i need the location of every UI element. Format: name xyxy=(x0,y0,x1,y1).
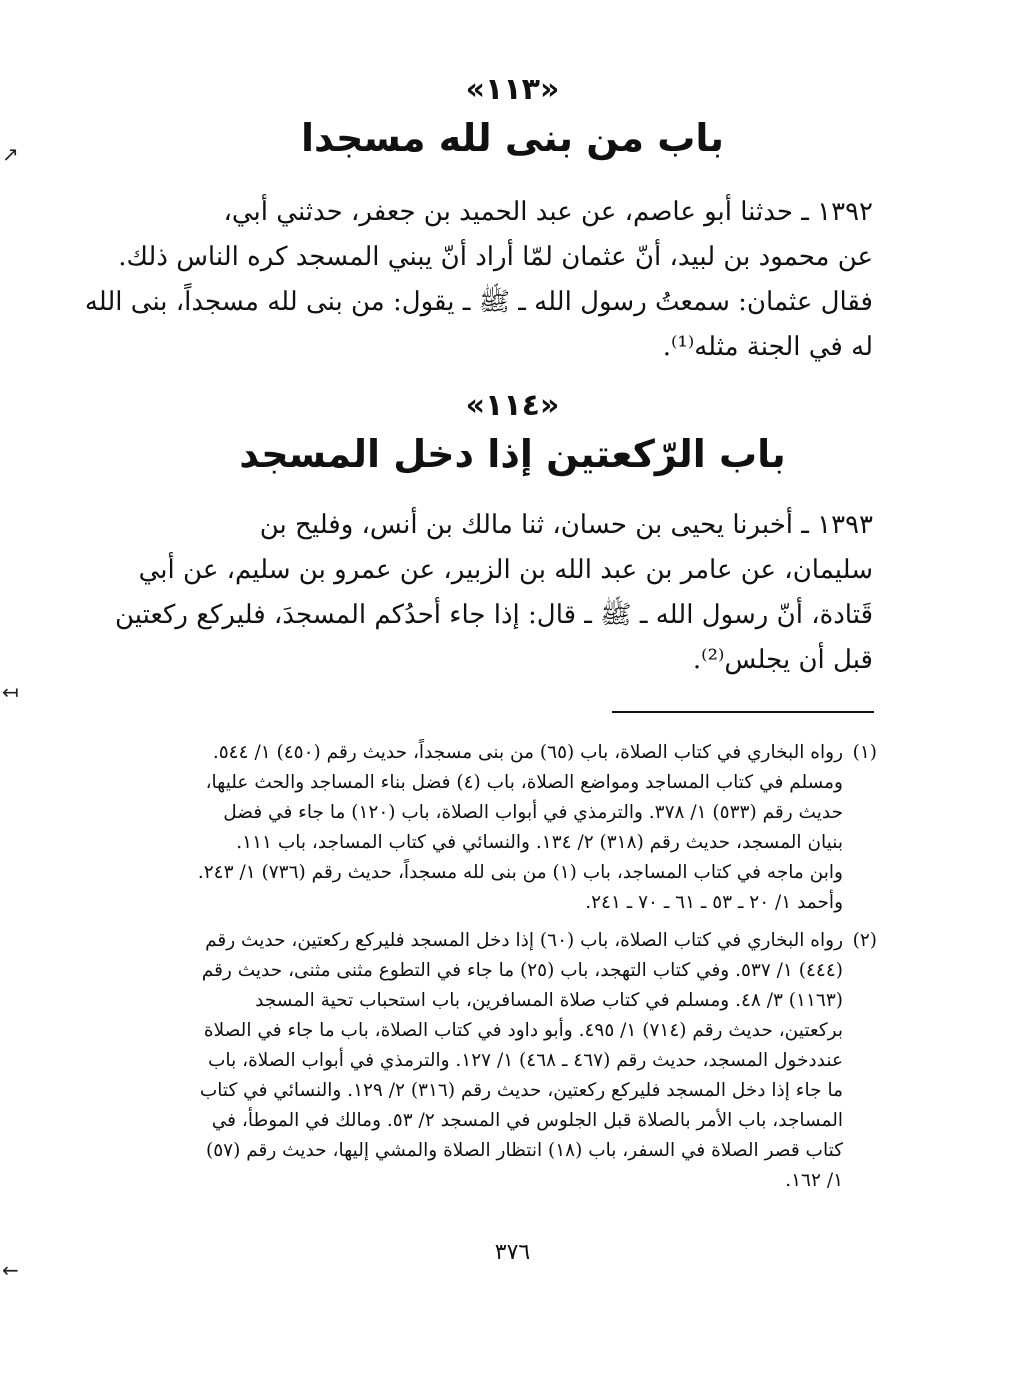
footnote-marker: (١) xyxy=(852,742,877,763)
footnote-line: ١/ ١٦٢. xyxy=(785,1170,843,1191)
scan-edge-mark-icon: ↤ xyxy=(2,680,19,704)
hadith-line: ١٣٩٣ ـ أخبرنا يحيى بن حسان، ثنا مالك بن أنس، وفليح بن xyxy=(259,510,873,540)
hadith-paragraph xyxy=(114,503,873,683)
footnote-line: ما جاء إذا دخل المسجد فليركع ركعتين، حديث رقم (٣١٦) ٢/ ١٢٩. والنسائي في كتاب xyxy=(199,1080,843,1101)
footnote-marker: (٢) xyxy=(852,930,877,951)
chapter-title: باب الرّكعتين إذا دخل المسجد xyxy=(239,432,786,476)
hadith-line: عن محمود بن لبيد، أنّ عثمان لمّا أراد أنّ يبني المسجد كره الناس ذلك. xyxy=(118,242,873,272)
hadith-line: ١٣٩٢ ـ حدثنا أبو عاصم، عن عبد الحميد بن جعفر، حدثني أبي، xyxy=(223,197,873,227)
hadith-line: سليمان، عن عامر بن عبد الله بن الزبير، عن عمرو بن سليم، عن أبي xyxy=(138,555,873,585)
scan-edge-mark-icon: ↗ xyxy=(2,142,19,166)
footnote-line: رواه البخاري في كتاب الصلاة، باب (٦٠) إذا دخل المسجد فليركع ركعتين، حديث رقم xyxy=(205,930,843,951)
footnote-line: عنددخول المسجد، حديث رقم (٤٦٧ ـ ٤٦٨) ١/ ١٢٧. والترمذي في أبواب الصلاة، باب xyxy=(208,1050,843,1071)
footnote-line: (٤٤٤) ١/ ٥٣٧. وفي كتاب التهجد، باب (٢٥) ما جاء في التطوع مثنى مثنى، حديث رقم xyxy=(201,960,843,981)
footnote-line: رواه البخاري في كتاب الصلاة، باب (٦٥) من بنى مسجداً، حديث رقم (٤٥٠) ١/ ٥٤٤. xyxy=(212,742,843,763)
footnote-line: وابن ماجه في كتاب المساجد، باب (١) من بنى لله مسجداً، حديث رقم (٧٣٦) ١/ ٢٤٣. xyxy=(197,862,843,883)
footnote-line: وأحمد ١/ ٢٠ ـ ٥٣ ـ ٦١ ـ ٧٠ ـ ٢٤١. xyxy=(585,892,843,913)
footnote-line: ومسلم في كتاب المساجد ومواضع الصلاة، باب (٤) فضل بناء المساجد والحث عليها، xyxy=(205,772,843,793)
chapter-number: «١١٤» xyxy=(465,388,560,423)
footnote-line: حديث رقم (٥٣٣) ١/ ٣٧٨. والترمذي في أبواب الصلاة، باب (١٢٠) ما جاء في فضل xyxy=(223,802,843,823)
footnote-divider xyxy=(612,711,874,713)
hadith-line: قبل أن يجلس⁽²⁾. xyxy=(692,645,873,675)
footnote-line: بركعتين، حديث رقم (٧١٤) ١/ ٤٩٥. وأبو داود في كتاب الصلاة، باب ما جاء في الصلاة xyxy=(203,1020,843,1041)
footnote-line: كتاب قصر الصلاة في السفر، باب (١٨) انتظار الصلاة والمشي إليها، حديث رقم (٥٧) xyxy=(206,1140,843,1161)
footnote-line: المساجد، باب الأمر بالصلاة قبل الجلوس في المسجد ٢/ ٥٣. ومالك في الموطأ، في xyxy=(211,1110,843,1131)
page-number: ٣٧٦ xyxy=(494,1240,531,1265)
chapter-number: «١١٣» xyxy=(465,72,560,107)
footnote xyxy=(185,738,877,918)
hadith-line: فقال عثمان: سمعتُ رسول الله ـ ﷺ ـ يقول: من بنى لله مسجداً، بنى الله xyxy=(84,287,873,317)
hadith-line: له في الجنة مثله⁽¹⁾. xyxy=(662,332,873,362)
footnote xyxy=(185,926,877,1196)
hadith-line: قَتادة، أنّ رسول الله ـ ﷺ ـ قال: إذا جاء أحدُكم المسجدَ، فليركع ركعتين xyxy=(114,600,873,630)
chapter-title: باب من بنى لله مسجدا xyxy=(301,116,724,160)
footnote-line: (١١٦٣) ٣/ ٤٨. ومسلم في كتاب صلاة المسافرين، باب استحباب تحية المسجد xyxy=(255,990,843,1011)
scan-edge-mark-icon: ← xyxy=(2,1258,19,1282)
hadith-paragraph xyxy=(84,190,873,370)
footnote-line: بنيان المسجد، حديث رقم (٣١٨) ٢/ ١٣٤. والنسائي في كتاب المساجد، باب ١١١. xyxy=(236,832,843,853)
